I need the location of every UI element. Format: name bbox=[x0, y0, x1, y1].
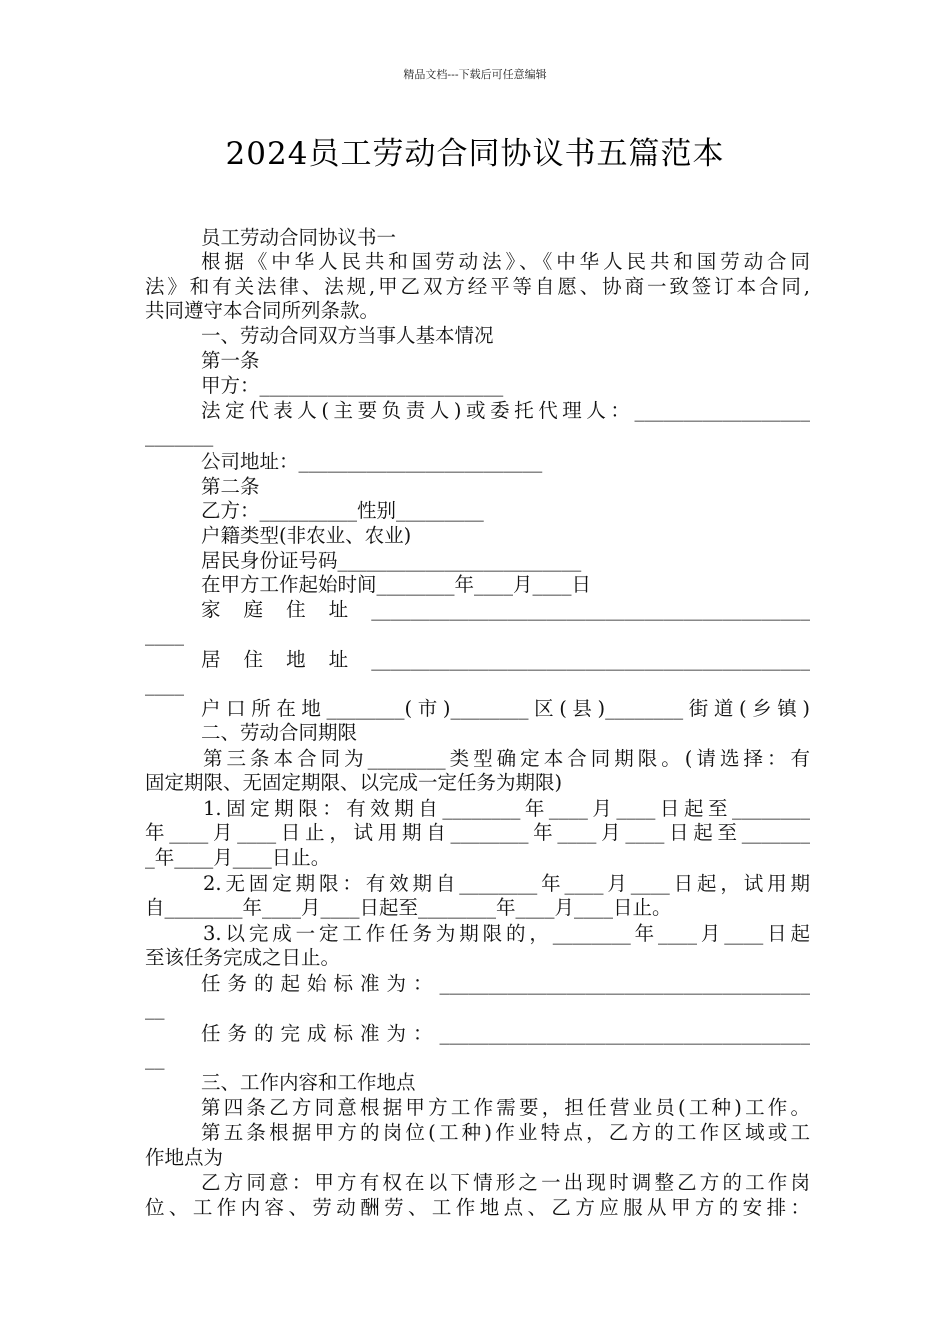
section-heading: 三、工作内容和工作地点 bbox=[201, 1071, 416, 1094]
form-field-line: 公司地址：_________________________ bbox=[201, 450, 543, 473]
form-field-line: 乙方：__________性别_________ bbox=[201, 499, 484, 522]
form-field-line: 法定代表人(主要负责人)或委托代理人：__________________ bbox=[201, 399, 810, 422]
paragraph-line: 第三条本合同为________类型确定本合同期限。(请选择：有 bbox=[203, 747, 810, 770]
section-heading: 员工劳动合同协议书一 bbox=[201, 226, 397, 249]
paragraph-line: 乙方同意：甲方有权在以下情形之一出现时调整乙方的工作岗 bbox=[201, 1171, 810, 1194]
paragraph-line: 年____月____日止，试用期自________年____月____日起至_______ bbox=[145, 821, 810, 844]
form-field-line: 甲方：_________________________ bbox=[201, 374, 504, 397]
form-field-line: 任务的起始标准为：______________________________________ bbox=[201, 972, 810, 995]
paragraph-line: 1.固定期限：有效期自________年____月____日起至________ bbox=[203, 797, 810, 820]
section-heading: 二、劳动合同期限 bbox=[201, 721, 358, 744]
paragraph-line: _年____月____日止。 bbox=[145, 846, 331, 869]
paragraph-line: 至该任务完成之日止。 bbox=[145, 946, 341, 969]
form-field-line: 居民身份证号码_________________________ bbox=[201, 549, 582, 572]
paragraph-line: 作地点为 bbox=[145, 1146, 224, 1169]
paragraph-line: 根据《中华人民共和国劳动法》、《中华人民共和国劳动合同 bbox=[201, 250, 810, 273]
form-field-continuation: ____ bbox=[145, 623, 184, 646]
form-field-line: 户籍类型(非农业、农业) bbox=[201, 524, 412, 547]
form-field-continuation: _______ bbox=[145, 424, 214, 447]
paragraph-line: 法》和有关法律、法规,甲乙双方经平等自愿、协商一致签订本合同, bbox=[145, 275, 810, 298]
paragraph-line: 3.以完成一定工作任务为期限的，________年____月____日起 bbox=[203, 922, 810, 945]
paragraph-line: 第五条根据甲方的岗位(工种)作业特点，乙方的工作区域或工 bbox=[201, 1121, 810, 1144]
paragraph-line: 共同遵守本合同所列条款。 bbox=[145, 299, 380, 322]
paragraph-line: 位、工作内容、劳动酬劳、工作地点、乙方应服从甲方的安排： bbox=[145, 1196, 810, 1219]
page-header: 精品文档---下载后可任意编辑 bbox=[403, 68, 547, 81]
form-field-line: 居住地址_____________________________________________ bbox=[201, 648, 810, 671]
form-field-line: 任务的完成标准为：______________________________________ bbox=[201, 1022, 810, 1045]
document-title: 2024员工劳动合同协议书五篇范本 bbox=[225, 136, 725, 172]
form-field-line: 户口所在地________(市)________区(县)________街道(乡镇) bbox=[201, 697, 810, 720]
paragraph-line: 第四条乙方同意根据甲方工作需要，担任营业员(工种)工作。 bbox=[201, 1096, 810, 1119]
form-field-continuation: __ bbox=[145, 997, 165, 1020]
clause-heading: 第二条 bbox=[201, 475, 260, 498]
paragraph-line: 2.无固定期限：有效期自________年____月____日起，试用期 bbox=[203, 872, 810, 895]
paragraph-line: 固定期限、无固定期限、以完成一定任务为期限) bbox=[145, 771, 563, 794]
form-field-continuation: __ bbox=[145, 1047, 165, 1070]
form-field-line: 家庭住址_____________________________________________ bbox=[201, 598, 810, 621]
form-field-line: 在甲方工作起始时间________年____月____日 bbox=[201, 573, 592, 596]
clause-heading: 第一条 bbox=[201, 349, 260, 372]
paragraph-line: 自________年____月____日起至________年____月____日止。 bbox=[145, 896, 672, 919]
section-heading: 一、劳动合同双方当事人基本情况 bbox=[201, 324, 494, 347]
form-field-continuation: ____ bbox=[145, 673, 184, 696]
